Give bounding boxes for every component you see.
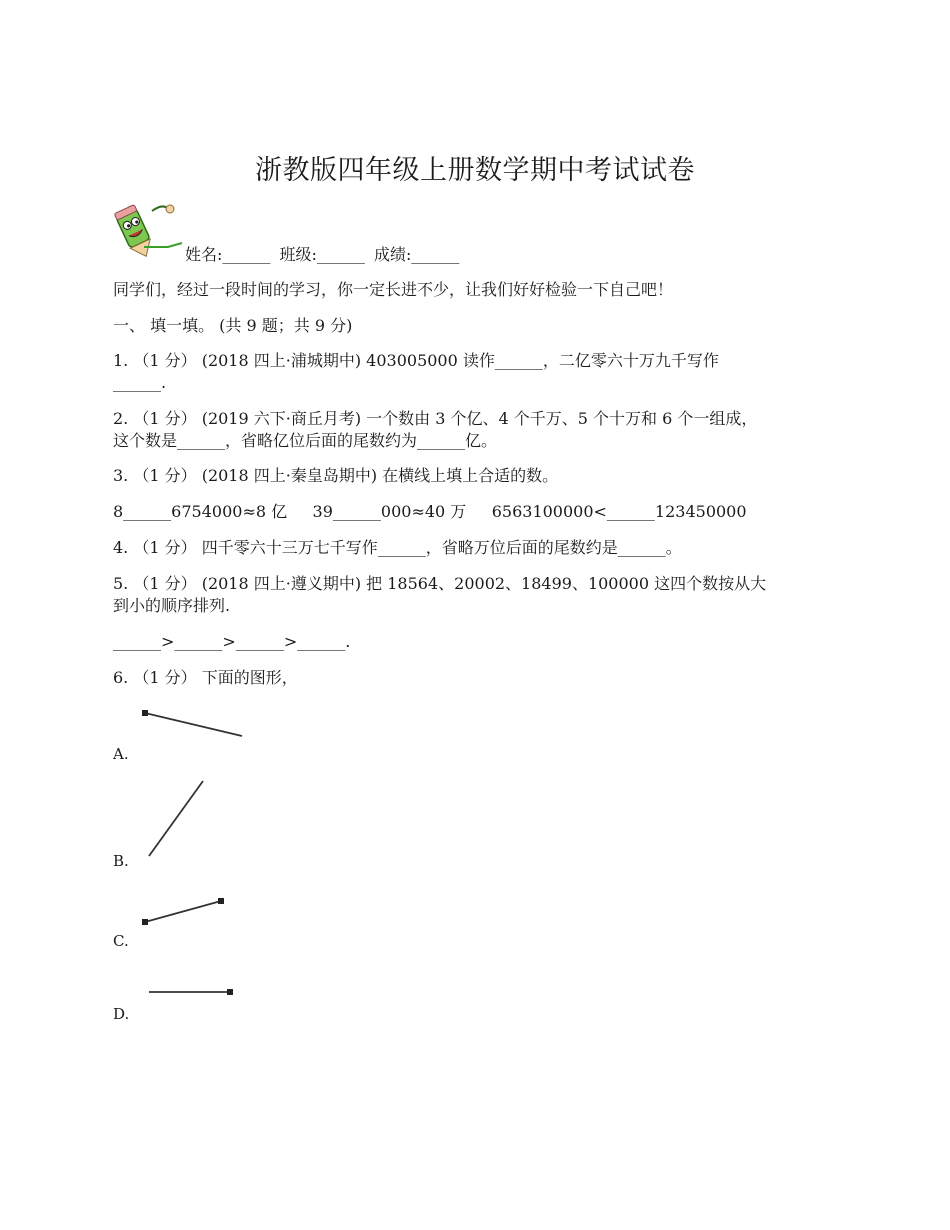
option-c-label: C.: [113, 932, 129, 950]
question-3-line-2: 8______6754000≈8 亿 39______000≈40 万 6563100000<______123450000: [113, 502, 747, 521]
question-5-line-1: 5. （1 分） (2018 四上·遵义期中) 把 18564、20002、18499、100000 这四个数按从大: [113, 574, 767, 593]
question-1-line-2: ______.: [113, 373, 167, 392]
figure-b-line: [140, 775, 212, 861]
student-info: [185, 242, 463, 265]
page-title: 浙教版四年级上册数学期中考试试卷: [255, 155, 695, 186]
question-1-line-1: 1. （1 分） (2018 四上·浦城期中) 403005000 读作______，二亿零六十万九千写作: [113, 351, 719, 370]
figure-c-segment: [135, 893, 230, 929]
question-5-line-2: 到小的顺序排列.: [113, 596, 231, 615]
question-5-line-3: ______>______>______>______.: [113, 632, 351, 651]
option-a-label: A.: [113, 745, 129, 763]
question-2-line-1: 2. （1 分） (2019 六下·商丘月考) 一个数由 3 个亿、4 个千万、5 个十万和 6 个一组成，: [113, 409, 758, 428]
question-3-line-1: 3. （1 分） (2018 四上·秦皇岛期中) 在横线上填上合适的数。: [113, 466, 559, 485]
figure-a-ray: [135, 705, 250, 741]
question-6-line-1: 6. （1 分） 下面的图形，: [113, 668, 298, 687]
name-field-label: 姓名:______: [185, 245, 271, 264]
figure-d-ray: [140, 984, 240, 1000]
score-field-label: 成绩:______: [374, 245, 460, 264]
pencil-mascot-icon: [108, 197, 186, 259]
question-2-line-2: 这个数是______，省略亿位后面的尾数约为______亿。: [113, 431, 498, 450]
option-d-label: D.: [113, 1005, 130, 1023]
question-4-line-1: 4. （1 分） 四千零六十三万七千写作______，省略万位后面的尾数约是______。: [113, 538, 682, 557]
class-field-label: 班级:______: [279, 245, 365, 264]
option-b-label: B.: [113, 852, 129, 870]
section-heading: 一、 填一填。 (共 9 题；共 9 分): [113, 316, 353, 335]
intro-text: 同学们，经过一段时间的学习，你一定长进不少，让我们好好检验一下自己吧！: [113, 280, 674, 299]
